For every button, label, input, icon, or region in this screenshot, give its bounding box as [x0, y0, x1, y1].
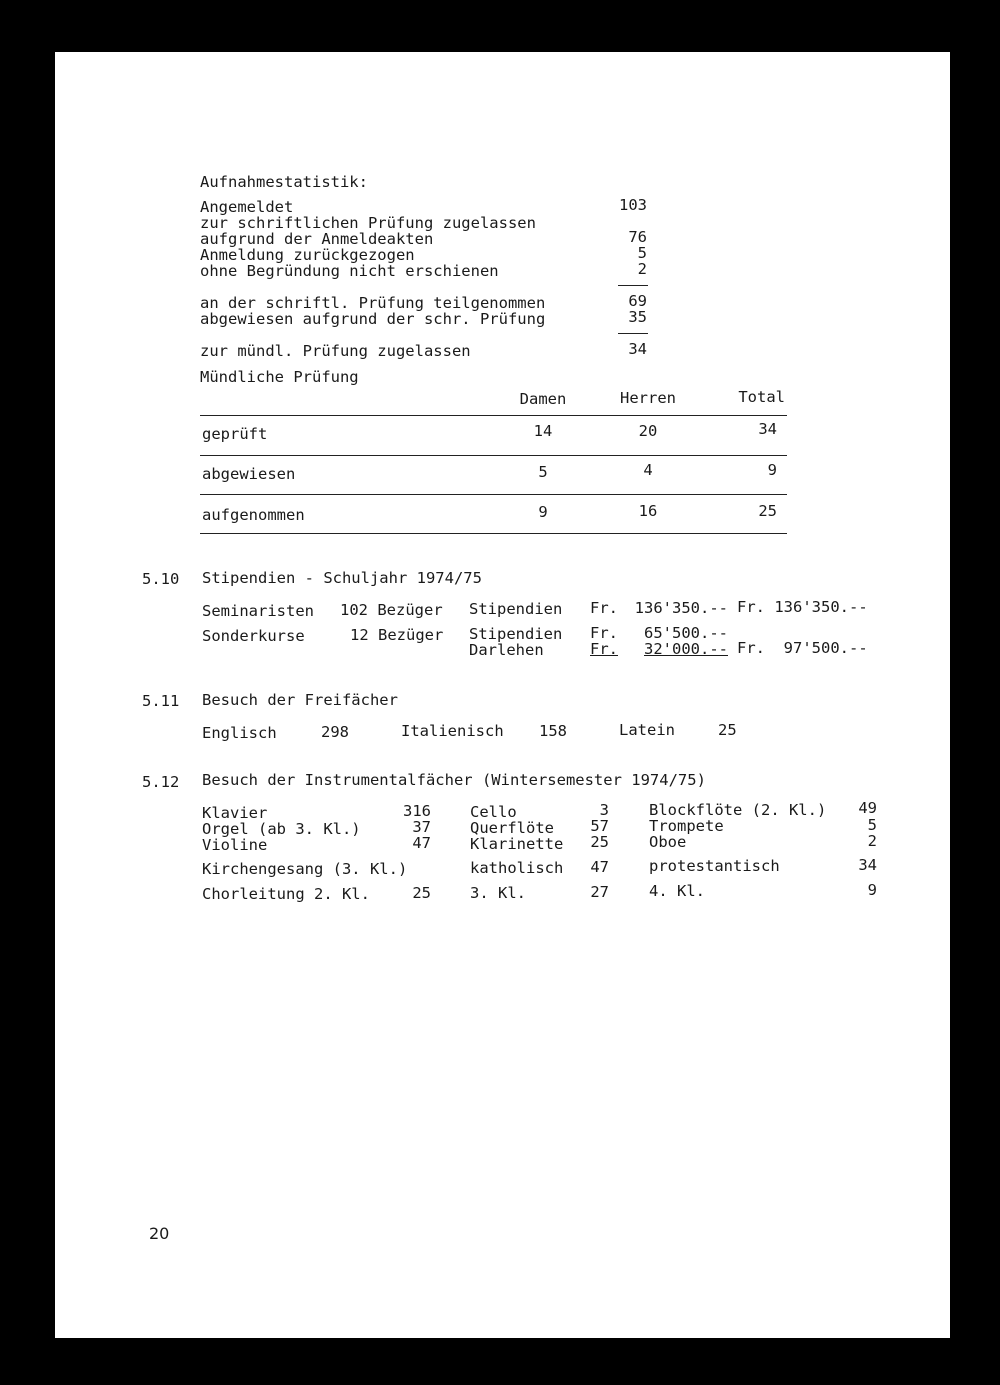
chorleitung-label: 3. Kl. — [470, 884, 526, 902]
stipendien-kind: Stipendien — [469, 625, 563, 643]
instrument-value: 37 — [412, 818, 431, 836]
col-header-herren: Herren — [620, 389, 676, 407]
table-rule — [200, 533, 787, 534]
chorleitung-label: 4. Kl. — [649, 882, 705, 900]
section-number: 5.12 — [142, 773, 180, 791]
instrument-value: 49 — [858, 799, 877, 817]
table-cell-herren: 4 — [643, 461, 653, 479]
stipendien-count: 102 Bezüger — [340, 601, 443, 619]
chorleitung-label: Chorleitung 2. Kl. — [202, 885, 370, 903]
instrument-value: 316 — [403, 802, 431, 820]
table-cell-damen: 14 — [533, 422, 553, 440]
page-number: 20 — [149, 1224, 170, 1243]
instrument-label: Querflöte — [470, 819, 554, 837]
instrument-value: 3 — [599, 801, 609, 819]
chorleitung-value: 27 — [590, 883, 609, 901]
aufnahme-row-label: Angemeldet — [200, 198, 294, 216]
aufnahme-row-label: ohne Begründung nicht erschienen — [200, 262, 499, 280]
muendlich-title: Mündliche Prüfung — [200, 368, 359, 386]
aufnahme-row-value: 5 — [637, 244, 647, 262]
aufnahme-row-value: 34 — [628, 340, 647, 358]
kirchengesang-kath-value: 47 — [590, 858, 609, 876]
table-cell-damen: 9 — [538, 503, 548, 521]
table-cell-total: 9 — [767, 461, 777, 479]
table-row-label: abgewiesen — [202, 465, 296, 483]
stipendien-amount: 136'350.-- — [634, 599, 728, 617]
table-cell-damen: 5 — [538, 463, 548, 481]
table-cell-herren: 20 — [638, 422, 658, 440]
sum-rule — [618, 285, 648, 286]
stipendien-group: Seminaristen — [202, 602, 314, 620]
instrument-label: Cello — [470, 803, 517, 821]
instrument-label: Oboe — [649, 833, 687, 851]
table-cell-total: 25 — [758, 502, 777, 520]
aufnahme-row-value: 2 — [637, 260, 647, 278]
freifach-label: Englisch — [202, 724, 277, 742]
aufnahme-row-value: 35 — [628, 308, 647, 326]
col-header-total: Total — [738, 388, 785, 406]
aufnahme-title: Aufnahmestatistik: — [200, 173, 368, 191]
table-row-label: geprüft — [202, 425, 268, 443]
stipendien-currency: Fr. — [590, 640, 618, 658]
section-title: Besuch der Freifächer — [202, 691, 398, 709]
stipendien-kind: Stipendien — [469, 600, 563, 618]
stipendien-group: Sonderkurse — [202, 627, 305, 645]
stipendien-amount: 32'000.-- — [644, 640, 728, 658]
aufnahme-row-label: Anmeldung zurückgezogen — [200, 246, 415, 264]
freifach-value: 298 — [321, 723, 349, 741]
stipendien-kind: Darlehen — [469, 641, 544, 659]
table-rule — [200, 415, 787, 416]
table-cell-herren: 16 — [638, 502, 658, 520]
instrument-value: 2 — [867, 832, 877, 850]
stipendien-total: Fr. 136'350.-- — [737, 598, 868, 616]
aufnahme-row-label: zur schriftlichen Prüfung zugelassen — [200, 214, 536, 232]
stipendien-total: Fr. 97'500.-- — [737, 639, 868, 657]
aufnahme-row-value: 76 — [628, 228, 647, 246]
table-rule — [200, 494, 787, 495]
section-title: Stipendien - Schuljahr 1974/75 — [202, 569, 482, 587]
freifach-value: 25 — [718, 721, 737, 739]
instrument-label: Blockflöte (2. Kl.) — [649, 801, 827, 819]
instrument-label: Klarinette — [470, 835, 564, 853]
instrument-value: 25 — [590, 833, 609, 851]
kirchengesang-prot-label: protestantisch — [649, 857, 780, 875]
table-cell-total: 34 — [758, 420, 777, 438]
aufnahme-row-label: an der schriftl. Prüfung teilgenommen — [200, 294, 546, 312]
freifach-label: Italienisch — [401, 722, 504, 740]
section-number: 5.11 — [142, 692, 180, 710]
stipendien-currency: Fr. — [590, 599, 618, 617]
kirchengesang-kath-label: katholisch — [470, 859, 564, 877]
instrument-label: Trompete — [649, 817, 724, 835]
aufnahme-row-value: 103 — [619, 196, 647, 214]
sum-rule — [618, 333, 648, 334]
section-number: 5.10 — [142, 570, 180, 588]
document-page — [55, 52, 950, 1338]
instrument-label: Orgel (ab 3. Kl.) — [202, 820, 361, 838]
aufnahme-row-value: 69 — [628, 292, 647, 310]
chorleitung-value: 25 — [412, 884, 431, 902]
aufnahme-row-label: zur mündl. Prüfung zugelassen — [200, 342, 471, 360]
stipendien-count: 12 Bezüger — [350, 626, 444, 644]
stipendien-currency: Fr. — [590, 624, 618, 642]
col-header-damen: Damen — [519, 390, 567, 408]
table-rule — [200, 455, 787, 456]
freifach-value: 158 — [539, 722, 567, 740]
section-title: Besuch der Instrumentalfächer (Wintersemester 1974/75) — [202, 771, 706, 789]
instrument-value: 57 — [590, 817, 609, 835]
chorleitung-value: 9 — [867, 881, 877, 899]
instrument-label: Klavier — [202, 804, 268, 822]
aufnahme-row-label: abgewiesen aufgrund der schr. Prüfung — [200, 310, 546, 328]
instrument-value: 5 — [867, 816, 877, 834]
instrument-value: 47 — [412, 834, 431, 852]
aufnahme-row-label: aufgrund der Anmeldeakten — [200, 230, 434, 248]
table-row-label: aufgenommen — [202, 506, 305, 524]
freifach-label: Latein — [619, 721, 675, 739]
instrument-label: Violine — [202, 836, 268, 854]
stipendien-amount: 65'500.-- — [644, 624, 728, 642]
kirchengesang-label: Kirchengesang (3. Kl.) — [202, 860, 408, 878]
kirchengesang-prot-value: 34 — [858, 856, 877, 874]
